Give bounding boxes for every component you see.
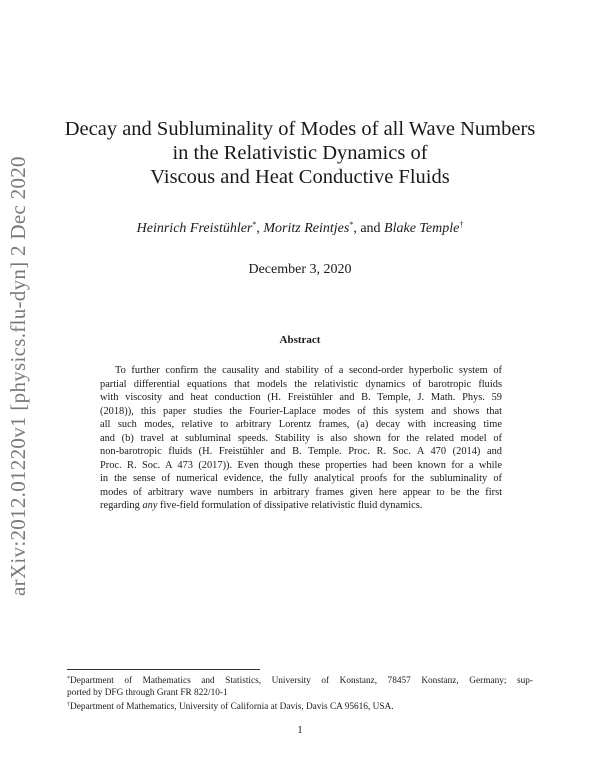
page-number: 1 <box>297 724 303 736</box>
title-line: in the Relativistic Dynamics of <box>172 142 428 164</box>
footnote-line: ported by DFG through Grant FR 822/10-1 <box>67 688 228 698</box>
abstract-line: non-barotropic fluids (H. Freistühler and B. Temple. Proc. R. Soc. A 470 (2014) and <box>100 446 502 457</box>
abstract-line: and (b) travel at subluminal speeds. Stability is also shown for the related model of <box>100 432 502 444</box>
paper-title <box>60 117 540 189</box>
author-list <box>60 220 540 237</box>
abstract-line: (2018)), this paper studies the Fourier-Laplace modes of this system and shows that <box>100 405 502 417</box>
affiliation-marker: * <box>349 220 354 229</box>
arxiv-identifier-stamp: arXiv:2012.01220v1 [physics.flu-dyn] 2 Dec 2020 <box>6 156 30 596</box>
abstract-line: in the sense of numerical evidence, the fully analytical proofs for the subluminality of <box>100 473 502 484</box>
author-separator: , <box>256 221 264 236</box>
abstract-line: To further confirm the causality and stability of a second-order hyperbolic system of <box>115 365 502 376</box>
affiliation-marker: † <box>459 220 464 229</box>
footnote-line <box>67 699 533 713</box>
footnote-line <box>67 673 533 687</box>
footnote-marker: * <box>67 676 70 682</box>
footnote-marker: † <box>67 702 70 708</box>
abstract-line: all such modes, relative to arbitrary Lorentz frames, (a) decay with increasing time <box>100 419 502 430</box>
footnote-rule <box>67 669 260 670</box>
title-line: Viscous and Heat Conductive Fluids <box>150 166 450 188</box>
abstract-body <box>100 364 502 513</box>
abstract-line: Proc. R. Soc. A 473 (2017)). Even though these properties had been known for a while <box>100 459 502 471</box>
footnotes <box>67 673 533 713</box>
author-name: Moritz Reintjes <box>263 221 350 236</box>
author-separator: , and <box>353 221 385 236</box>
abstract-text: five-field formulation of dissipative relativistic fluid dynamics. <box>157 500 423 511</box>
paper-date: December 3, 2020 <box>248 262 352 277</box>
abstract-text: regarding <box>100 500 143 511</box>
abstract-line: with viscosity and heat conduction (H. Freistühler and B. Temple, J. Math. Phys. 59 <box>100 392 502 403</box>
author-name: Heinrich Freistühler <box>136 221 253 236</box>
title-line: Decay and Subluminality of Modes of all Wave Numbers <box>64 118 536 140</box>
abstract-line: modes of arbitrary wave numbers in arbitrary frames given here appear to be the first <box>100 486 502 498</box>
abstract-heading: Abstract <box>279 334 321 346</box>
abstract-emphasis: any <box>142 500 158 511</box>
abstract-line <box>100 499 502 513</box>
affiliation-marker: * <box>252 220 257 229</box>
footnote-text: Department of Mathematics, University of California at Davis, Davis CA 95616, USA. <box>70 702 394 712</box>
author-name: Blake Temple <box>384 221 460 236</box>
footnote-text: Department of Mathematics and Statistics, University of Konstanz, 78457 Konstanz, Germany; sup- <box>70 676 533 686</box>
abstract-line: partial differential equations that models the relativistic dynamics of barotropic fluids <box>100 378 502 390</box>
